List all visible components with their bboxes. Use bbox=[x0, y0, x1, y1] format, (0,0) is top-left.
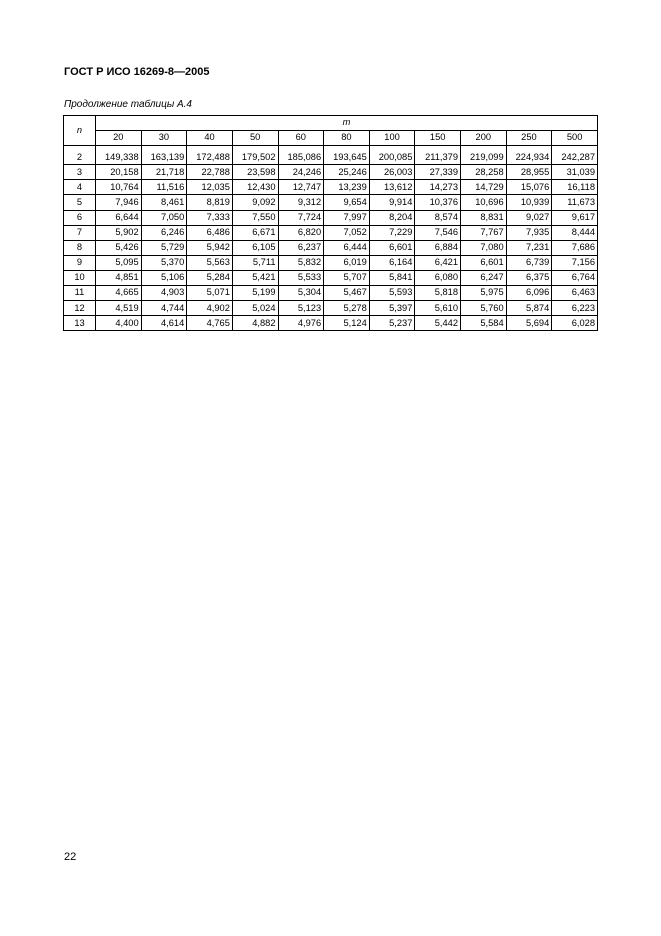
value-cell: 7,550 bbox=[232, 210, 278, 225]
value-cell: 4,976 bbox=[278, 316, 324, 331]
value-cell: 7,997 bbox=[324, 210, 370, 225]
value-cell: 5,711 bbox=[232, 255, 278, 270]
value-cell: 5,610 bbox=[415, 301, 461, 316]
value-cell: 8,461 bbox=[141, 195, 187, 210]
table-header bbox=[64, 116, 598, 146]
value-cell: 5,397 bbox=[369, 301, 415, 316]
value-cell: 9,914 bbox=[369, 195, 415, 210]
value-cell: 8,831 bbox=[461, 210, 507, 225]
value-cell: 5,874 bbox=[506, 301, 552, 316]
column-header: 80 bbox=[324, 131, 370, 146]
value-cell: 5,729 bbox=[141, 240, 187, 255]
value-cell: 7,686 bbox=[552, 240, 598, 255]
value-cell: 9,654 bbox=[324, 195, 370, 210]
value-cell: 242,287 bbox=[552, 146, 598, 165]
value-cell: 6,096 bbox=[506, 286, 552, 301]
value-cell: 219,099 bbox=[461, 146, 507, 165]
column-header-row bbox=[64, 131, 598, 146]
value-cell: 12,430 bbox=[232, 180, 278, 195]
value-cell: 8,444 bbox=[552, 225, 598, 240]
table-row bbox=[64, 240, 598, 255]
value-cell: 6,080 bbox=[415, 270, 461, 285]
value-cell: 5,533 bbox=[278, 270, 324, 285]
value-cell: 4,614 bbox=[141, 316, 187, 331]
value-cell: 9,617 bbox=[552, 210, 598, 225]
value-cell: 224,934 bbox=[506, 146, 552, 165]
value-cell: 20,158 bbox=[96, 165, 142, 180]
value-cell: 27,339 bbox=[415, 165, 461, 180]
value-cell: 4,665 bbox=[96, 286, 142, 301]
value-cell: 5,442 bbox=[415, 316, 461, 331]
value-cell: 5,832 bbox=[278, 255, 324, 270]
value-cell: 25,246 bbox=[324, 165, 370, 180]
table-row bbox=[64, 210, 598, 225]
value-cell: 6,601 bbox=[369, 240, 415, 255]
row-variable-header: n bbox=[64, 116, 96, 146]
value-cell: 4,903 bbox=[141, 286, 187, 301]
value-cell: 5,370 bbox=[141, 255, 187, 270]
value-cell: 31,039 bbox=[552, 165, 598, 180]
column-header: 30 bbox=[141, 131, 187, 146]
row-n-cell: 4 bbox=[64, 180, 96, 195]
table-caption: Продолжение таблицы А.4 bbox=[64, 99, 192, 110]
table-row bbox=[64, 270, 598, 285]
value-cell: 9,027 bbox=[506, 210, 552, 225]
value-cell: 5,818 bbox=[415, 286, 461, 301]
value-cell: 5,024 bbox=[232, 301, 278, 316]
value-cell: 5,071 bbox=[187, 286, 233, 301]
column-header: 250 bbox=[506, 131, 552, 146]
row-n-cell: 7 bbox=[64, 225, 96, 240]
row-n-cell: 10 bbox=[64, 270, 96, 285]
value-cell: 7,231 bbox=[506, 240, 552, 255]
value-cell: 6,644 bbox=[96, 210, 142, 225]
value-cell: 22,788 bbox=[187, 165, 233, 180]
value-cell: 7,229 bbox=[369, 225, 415, 240]
table-row bbox=[64, 146, 598, 165]
value-cell: 4,851 bbox=[96, 270, 142, 285]
value-cell: 26,003 bbox=[369, 165, 415, 180]
value-cell: 6,421 bbox=[415, 255, 461, 270]
value-cell: 5,106 bbox=[141, 270, 187, 285]
value-cell: 5,841 bbox=[369, 270, 415, 285]
value-cell: 6,164 bbox=[369, 255, 415, 270]
table-row bbox=[64, 255, 598, 270]
value-cell: 14,729 bbox=[461, 180, 507, 195]
value-cell: 7,050 bbox=[141, 210, 187, 225]
value-cell: 5,199 bbox=[232, 286, 278, 301]
value-cell: 5,467 bbox=[324, 286, 370, 301]
row-n-cell: 9 bbox=[64, 255, 96, 270]
value-cell: 7,333 bbox=[187, 210, 233, 225]
value-cell: 4,400 bbox=[96, 316, 142, 331]
value-cell: 4,765 bbox=[187, 316, 233, 331]
value-cell: 163,139 bbox=[141, 146, 187, 165]
value-cell: 200,085 bbox=[369, 146, 415, 165]
value-cell: 5,284 bbox=[187, 270, 233, 285]
value-cell: 6,463 bbox=[552, 286, 598, 301]
value-cell: 6,671 bbox=[232, 225, 278, 240]
row-n-cell: 11 bbox=[64, 286, 96, 301]
table-a4 bbox=[63, 115, 598, 331]
value-cell: 5,760 bbox=[461, 301, 507, 316]
value-cell: 14,273 bbox=[415, 180, 461, 195]
column-header: 500 bbox=[552, 131, 598, 146]
value-cell: 23,598 bbox=[232, 165, 278, 180]
row-n-cell: 5 bbox=[64, 195, 96, 210]
value-cell: 5,095 bbox=[96, 255, 142, 270]
value-cell: 7,156 bbox=[552, 255, 598, 270]
value-cell: 211,379 bbox=[415, 146, 461, 165]
value-cell: 185,086 bbox=[278, 146, 324, 165]
row-n-cell: 8 bbox=[64, 240, 96, 255]
value-cell: 28,955 bbox=[506, 165, 552, 180]
document-header: ГОСТ Р ИСО 16269-8—2005 bbox=[64, 66, 210, 78]
column-header: 40 bbox=[187, 131, 233, 146]
value-cell: 8,204 bbox=[369, 210, 415, 225]
value-cell: 11,516 bbox=[141, 180, 187, 195]
table-row bbox=[64, 180, 598, 195]
value-cell: 6,486 bbox=[187, 225, 233, 240]
value-cell: 6,884 bbox=[415, 240, 461, 255]
column-header: 50 bbox=[232, 131, 278, 146]
value-cell: 6,223 bbox=[552, 301, 598, 316]
value-cell: 6,247 bbox=[461, 270, 507, 285]
table-row bbox=[64, 195, 598, 210]
page-number: 22 bbox=[64, 851, 77, 863]
table-row bbox=[64, 286, 598, 301]
value-cell: 6,246 bbox=[141, 225, 187, 240]
value-cell: 13,239 bbox=[324, 180, 370, 195]
value-cell: 5,563 bbox=[187, 255, 233, 270]
value-cell: 8,819 bbox=[187, 195, 233, 210]
value-cell: 7,052 bbox=[324, 225, 370, 240]
value-cell: 7,946 bbox=[96, 195, 142, 210]
row-n-cell: 6 bbox=[64, 210, 96, 225]
value-cell: 5,421 bbox=[232, 270, 278, 285]
value-cell: 4,744 bbox=[141, 301, 187, 316]
value-cell: 5,975 bbox=[461, 286, 507, 301]
row-n-cell: 12 bbox=[64, 301, 96, 316]
row-n-cell: 3 bbox=[64, 165, 96, 180]
value-cell: 7,080 bbox=[461, 240, 507, 255]
row-n-cell: 2 bbox=[64, 146, 96, 165]
value-cell: 5,942 bbox=[187, 240, 233, 255]
value-cell: 5,278 bbox=[324, 301, 370, 316]
value-cell: 7,724 bbox=[278, 210, 324, 225]
value-cell: 10,696 bbox=[461, 195, 507, 210]
value-cell: 5,707 bbox=[324, 270, 370, 285]
value-cell: 16,118 bbox=[552, 180, 598, 195]
column-header: 20 bbox=[96, 131, 142, 146]
column-header: 200 bbox=[461, 131, 507, 146]
value-cell: 28,258 bbox=[461, 165, 507, 180]
column-variable-header: m bbox=[96, 116, 598, 131]
table-row bbox=[64, 225, 598, 240]
value-cell: 11,673 bbox=[552, 195, 598, 210]
column-header: 100 bbox=[369, 131, 415, 146]
value-cell: 5,304 bbox=[278, 286, 324, 301]
value-cell: 6,601 bbox=[461, 255, 507, 270]
value-cell: 149,338 bbox=[96, 146, 142, 165]
table-row bbox=[64, 301, 598, 316]
value-cell: 7,546 bbox=[415, 225, 461, 240]
value-cell: 15,076 bbox=[506, 180, 552, 195]
value-cell: 12,035 bbox=[187, 180, 233, 195]
value-cell: 6,375 bbox=[506, 270, 552, 285]
value-cell: 4,902 bbox=[187, 301, 233, 316]
value-cell: 172,488 bbox=[187, 146, 233, 165]
value-cell: 9,092 bbox=[232, 195, 278, 210]
value-cell: 5,123 bbox=[278, 301, 324, 316]
table-row bbox=[64, 165, 598, 180]
value-cell: 10,764 bbox=[96, 180, 142, 195]
column-header: 150 bbox=[415, 131, 461, 146]
value-cell: 6,820 bbox=[278, 225, 324, 240]
value-cell: 193,645 bbox=[324, 146, 370, 165]
table-body bbox=[64, 146, 598, 331]
value-cell: 7,935 bbox=[506, 225, 552, 240]
value-cell: 6,019 bbox=[324, 255, 370, 270]
row-n-cell: 13 bbox=[64, 316, 96, 331]
table-row bbox=[64, 316, 598, 331]
value-cell: 9,312 bbox=[278, 195, 324, 210]
value-cell: 179,502 bbox=[232, 146, 278, 165]
value-cell: 6,444 bbox=[324, 240, 370, 255]
value-cell: 10,376 bbox=[415, 195, 461, 210]
value-cell: 5,902 bbox=[96, 225, 142, 240]
value-cell: 5,584 bbox=[461, 316, 507, 331]
value-cell: 6,764 bbox=[552, 270, 598, 285]
value-cell: 7,767 bbox=[461, 225, 507, 240]
value-cell: 4,882 bbox=[232, 316, 278, 331]
value-cell: 21,718 bbox=[141, 165, 187, 180]
value-cell: 5,593 bbox=[369, 286, 415, 301]
value-cell: 12,747 bbox=[278, 180, 324, 195]
value-cell: 5,694 bbox=[506, 316, 552, 331]
value-cell: 6,237 bbox=[278, 240, 324, 255]
value-cell: 5,124 bbox=[324, 316, 370, 331]
value-cell: 6,028 bbox=[552, 316, 598, 331]
value-cell: 10,939 bbox=[506, 195, 552, 210]
value-cell: 5,237 bbox=[369, 316, 415, 331]
value-cell: 4,519 bbox=[96, 301, 142, 316]
value-cell: 8,574 bbox=[415, 210, 461, 225]
value-cell: 13,612 bbox=[369, 180, 415, 195]
value-cell: 5,426 bbox=[96, 240, 142, 255]
value-cell: 6,739 bbox=[506, 255, 552, 270]
value-cell: 6,105 bbox=[232, 240, 278, 255]
column-header: 60 bbox=[278, 131, 324, 146]
value-cell: 24,246 bbox=[278, 165, 324, 180]
